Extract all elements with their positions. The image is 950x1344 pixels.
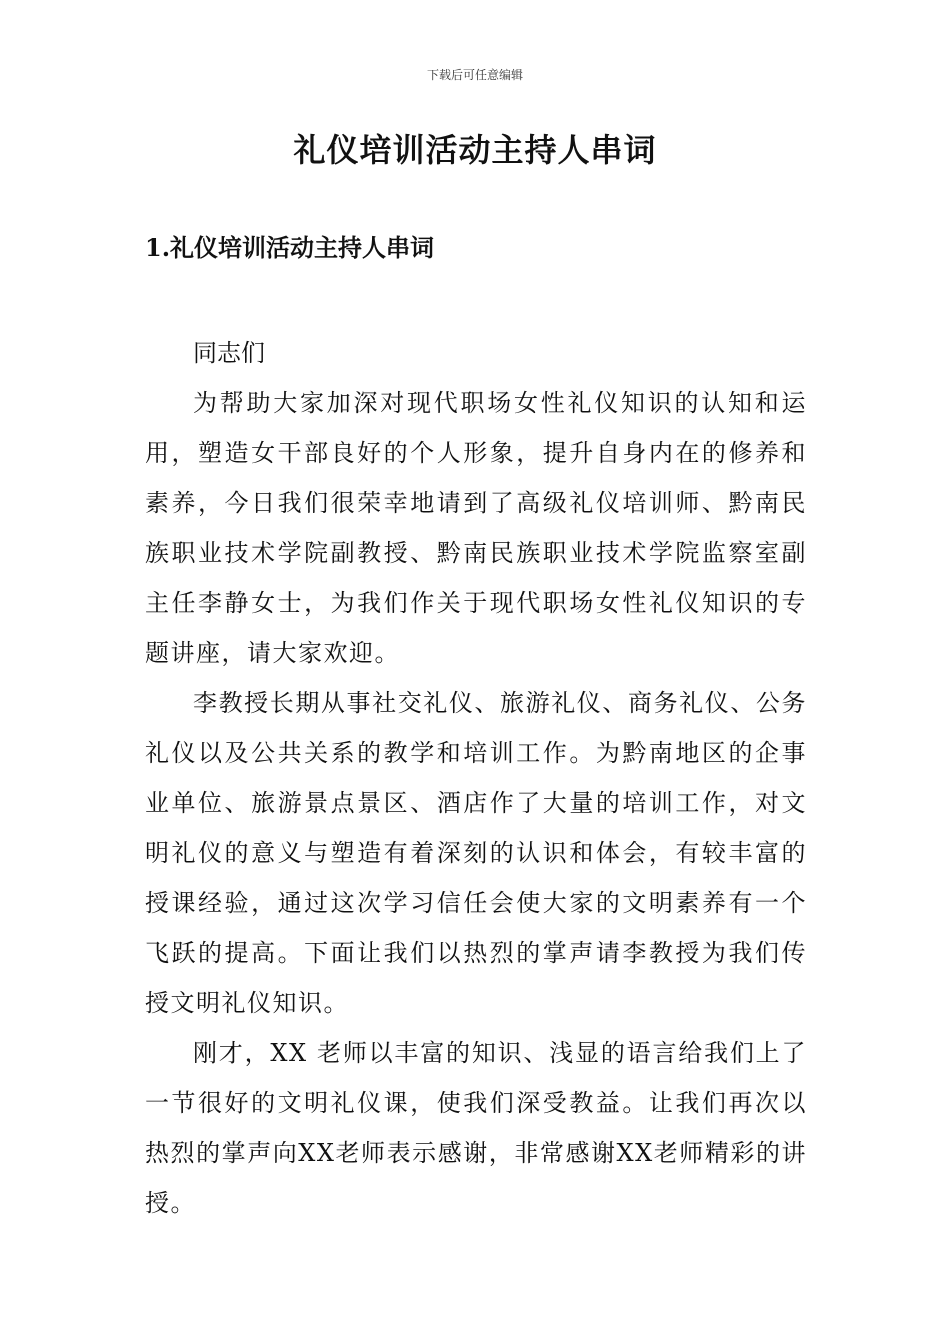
header-note: 下载后可任意编辑 xyxy=(426,68,523,82)
paragraph-speaker-background: 李教授长期从事社交礼仪、旅游礼仪、商务礼仪、公务礼仪以及公共关系的教学和培训工作。为黔南地区的企事业单位、旅游景点景区、酒店作了大量的培训工作，对文明礼仪的意义与塑造有着深刻的认识和体会，有较丰富的授课经验，通过这次学习信任会使大家的文明素养有一个飞跃的提高。下面让我们以热烈的掌声请李教授为我们传授文明礼仪知识。 xyxy=(145,689,807,1017)
paragraph-salutation: 同志们 xyxy=(193,339,265,367)
paragraph-closing-thanks: 刚才，XX 老师以丰富的知识、浅显的语言给我们上了一节很好的文明礼仪课，使我们深受教益。让我们再次以热烈的掌声向XX老师表示感谢，非常感谢XX老师精彩的讲授。 xyxy=(145,1039,807,1217)
paragraph-introduction: 为帮助大家加深对现代职场女性礼仪知识的认知和运用，塑造女干部良好的个人形象，提升自身内在的修养和素养，今日我们很荣幸地请到了高级礼仪培训师、黔南民族职业技术学院副教授、黔南民族职业技术学院监察室副主任李静女士，为我们作关于现代职场女性礼仪知识的专题讲座，请大家欢迎。 xyxy=(145,389,807,667)
document-title: 礼仪培训活动主持人串词 xyxy=(293,131,657,169)
document-body xyxy=(145,328,807,1228)
section-heading: 1.礼仪培训活动主持人串词 xyxy=(145,233,435,262)
